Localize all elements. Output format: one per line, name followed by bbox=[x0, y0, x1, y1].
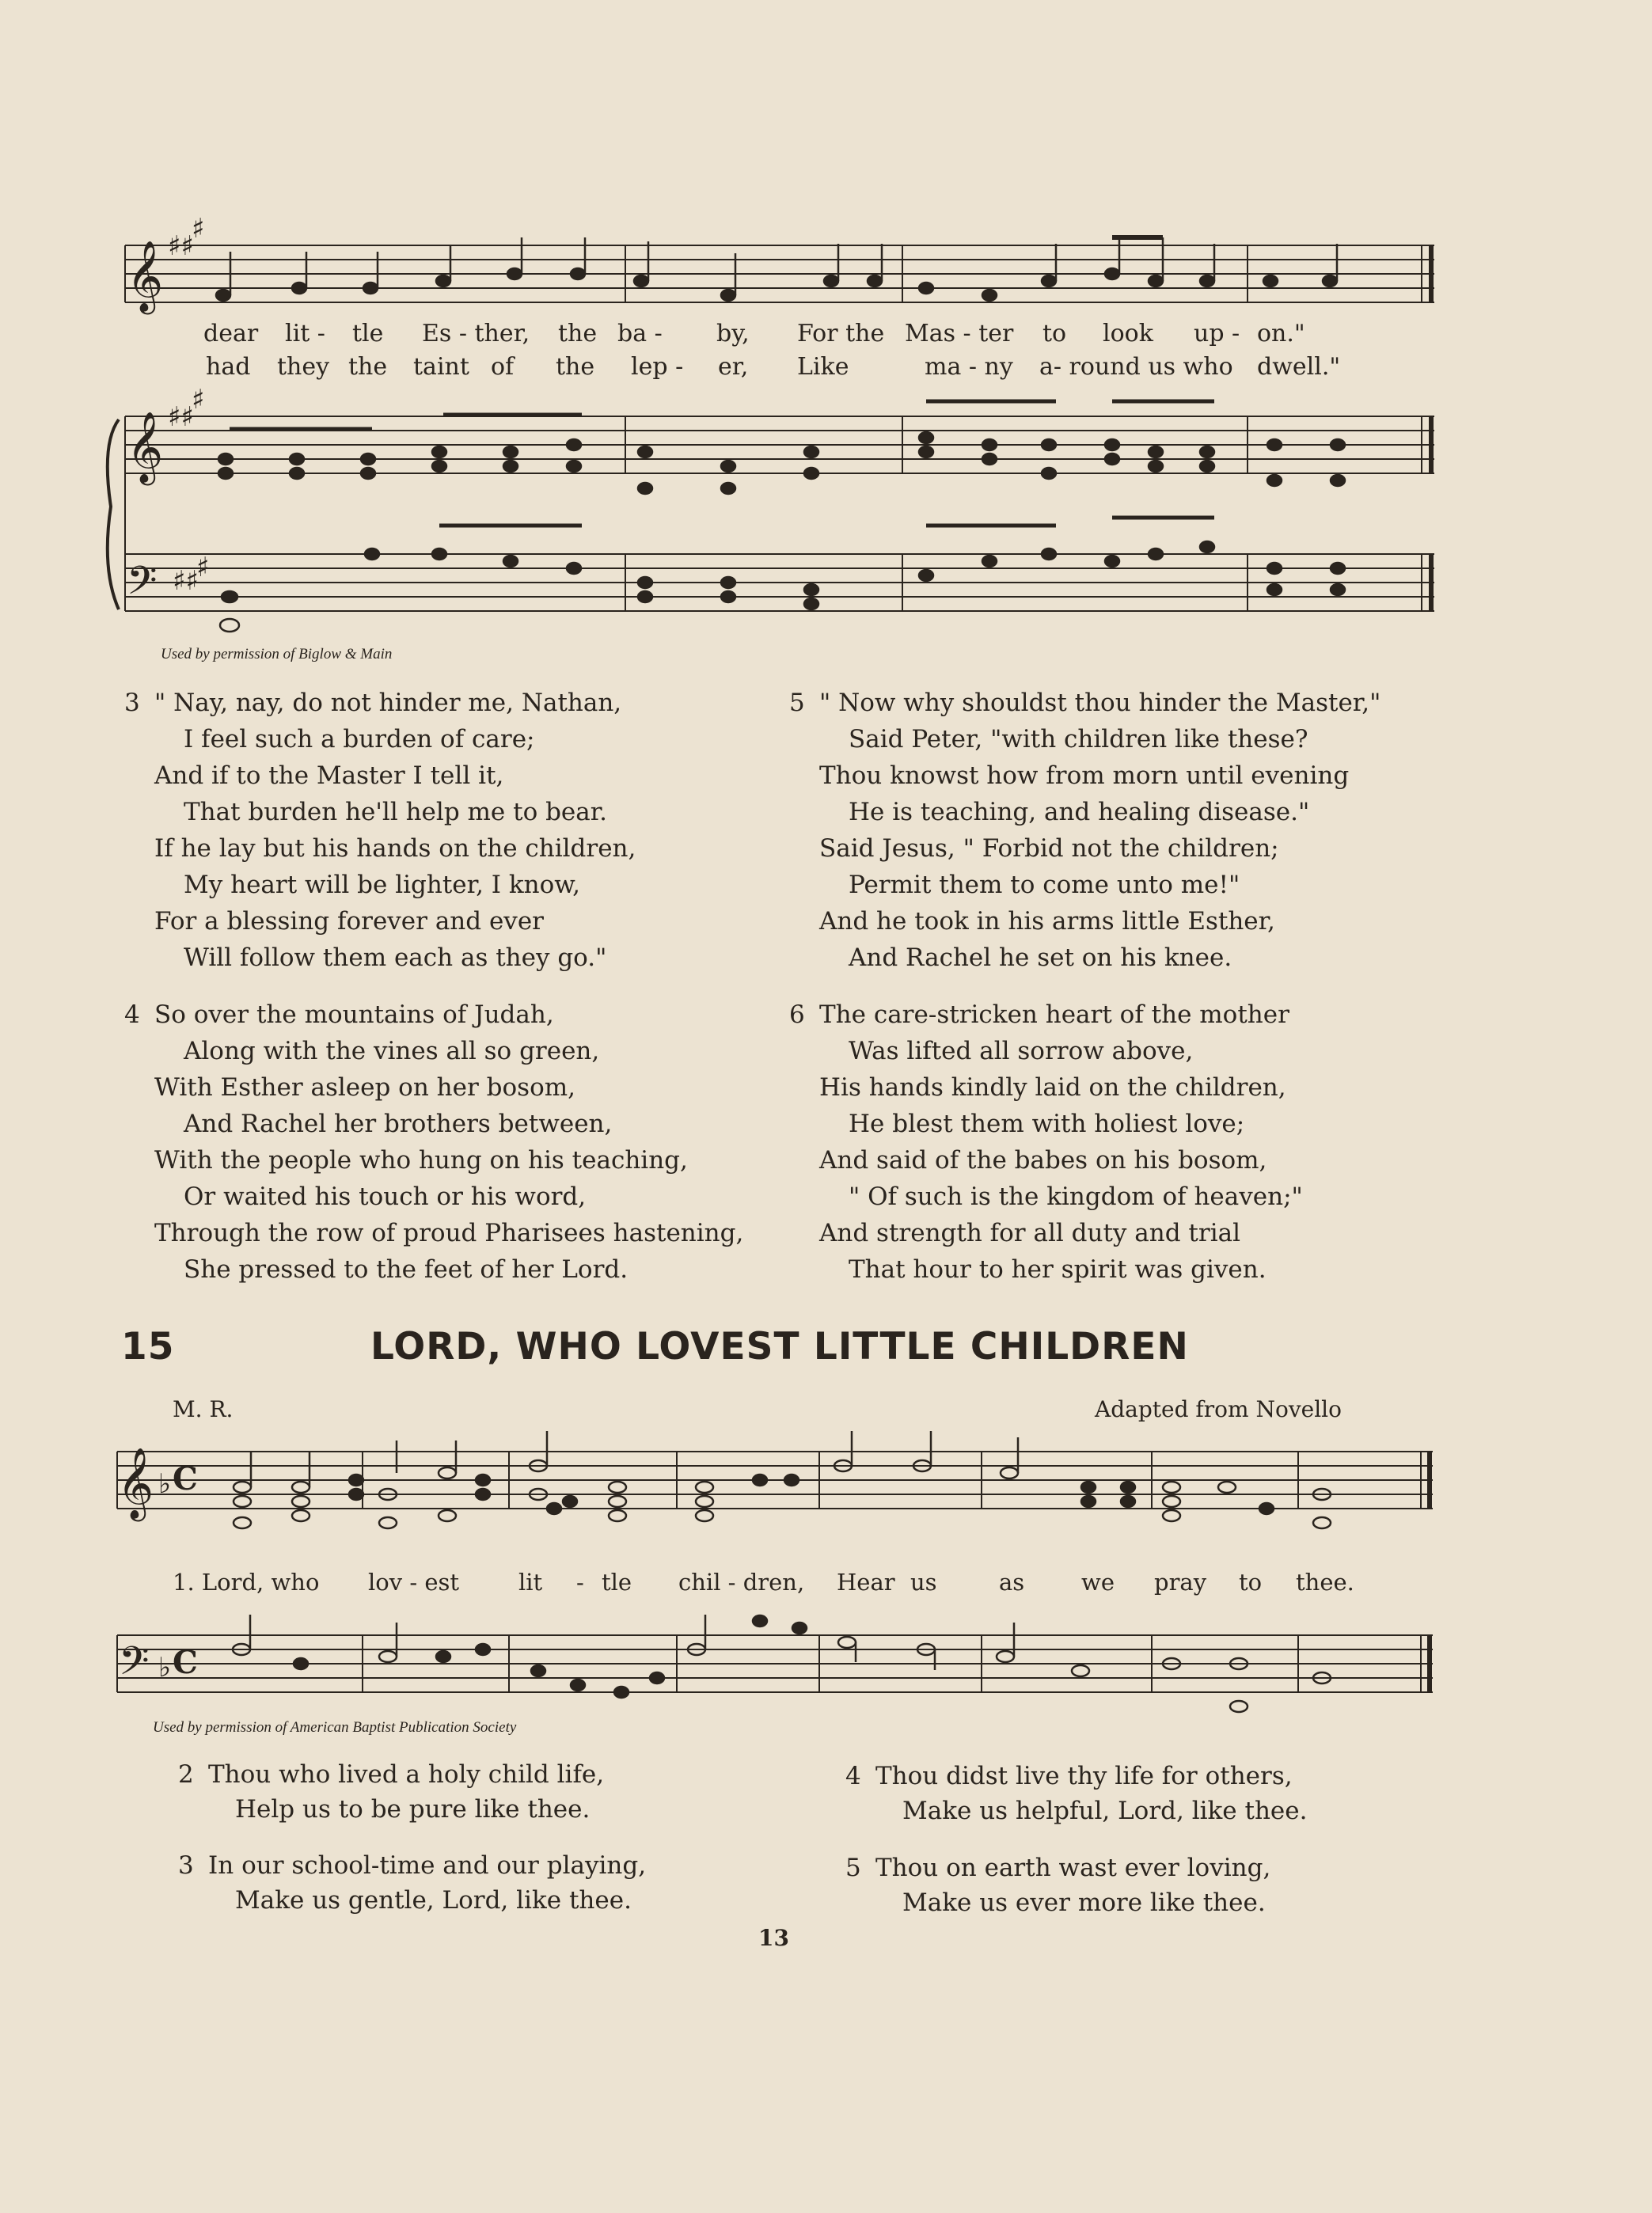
lyric-syllable: Mas - ter bbox=[905, 320, 1014, 347]
lyric-syllable: dwell." bbox=[1257, 353, 1341, 381]
lyric-syllable: they bbox=[277, 353, 330, 381]
lyric-syllable: - bbox=[576, 1569, 584, 1596]
stanza-number: 6 bbox=[789, 1000, 805, 1029]
stanza-line: Help us to be pure like thee. bbox=[235, 1795, 591, 1824]
stanza-line: He is teaching, and healing disease." bbox=[849, 798, 1310, 826]
stanza-line: She pressed to the feet of her Lord. bbox=[184, 1255, 629, 1284]
lyric-syllable: the bbox=[556, 353, 595, 381]
lyric-syllable: er, bbox=[718, 353, 749, 381]
lyric-syllable: ba - bbox=[617, 320, 663, 347]
svg-text:♯: ♯ bbox=[196, 552, 210, 583]
stanza-line: Make us gentle, Lord, like thee. bbox=[235, 1886, 632, 1915]
hymn14-permission: Used by permission of Biglow & Main bbox=[161, 646, 393, 662]
lyric-syllable: tle bbox=[352, 320, 384, 347]
lyric-syllable: Hear bbox=[837, 1569, 895, 1596]
hymn15-permission: Used by permission of American Baptist Publication Society bbox=[153, 1719, 517, 1736]
hymn14-alto-staff bbox=[125, 416, 1434, 473]
svg-text:𝄞: 𝄞 bbox=[127, 241, 164, 312]
stanza-line: And if to the Master I tell it, bbox=[154, 761, 504, 790]
hymn14-bass-notes bbox=[220, 518, 1345, 632]
page-number: 13 bbox=[758, 1925, 789, 1951]
stanza-line: He blest them with holiest love; bbox=[849, 1110, 1245, 1138]
lyric-syllable: had bbox=[206, 353, 251, 381]
stanza-number: 5 bbox=[845, 1854, 861, 1882]
lyric-syllable: look bbox=[1103, 320, 1153, 347]
stanza-line: That burden he'll help me to bear. bbox=[184, 798, 608, 826]
hymn15-bass-staff bbox=[117, 1635, 1433, 1692]
svg-text:𝄞: 𝄞 bbox=[117, 1448, 154, 1519]
stanza-line: " Of such is the kingdom of heaven;" bbox=[849, 1182, 1303, 1211]
stanza-line: Make us ever more like thee. bbox=[902, 1888, 1266, 1917]
svg-text:♭: ♭ bbox=[158, 1468, 172, 1500]
svg-text:♯♯: ♯♯ bbox=[173, 565, 199, 597]
svg-text:𝄞: 𝄞 bbox=[127, 412, 164, 483]
stanza-number: 2 bbox=[178, 1760, 194, 1789]
stanza-number: 3 bbox=[124, 689, 140, 717]
svg-text:𝄢: 𝄢 bbox=[119, 1638, 150, 1694]
stanza-line: Said Jesus, " Forbid not the children; bbox=[819, 834, 1279, 863]
svg-text:C: C bbox=[173, 1644, 198, 1681]
stanza-line: For a blessing forever and ever bbox=[154, 907, 544, 936]
stanza-line: Or waited his touch or his word, bbox=[184, 1182, 587, 1211]
lyric-syllable: we bbox=[1081, 1569, 1115, 1596]
stanza-number: 5 bbox=[789, 689, 805, 717]
lyric-syllable: up - bbox=[1194, 320, 1240, 347]
hymn14-stanza-6 bbox=[789, 996, 1303, 1288]
lyric-syllable: dear bbox=[203, 320, 259, 347]
stanza-number: 4 bbox=[845, 1762, 861, 1790]
lyric-syllable: For the bbox=[797, 320, 885, 347]
hymn14-alto-notes bbox=[218, 401, 1345, 494]
stanza-line: In our school-time and our playing, bbox=[208, 1851, 647, 1880]
lyric-syllable: 1. Lord, who bbox=[173, 1569, 320, 1596]
lyric-syllable: to bbox=[1042, 320, 1067, 347]
lyric-syllable: chil - dren, bbox=[678, 1569, 805, 1596]
lyric-syllable: tle bbox=[602, 1569, 632, 1596]
lyric-syllable: lit - bbox=[285, 320, 325, 347]
stanza-line: Make us helpful, Lord, like thee. bbox=[902, 1797, 1308, 1825]
lyric-syllable: pray bbox=[1154, 1569, 1207, 1596]
hymn15-stanza-3 bbox=[178, 1848, 646, 1918]
stanza-line: The care-stricken heart of the mother bbox=[819, 1000, 1289, 1029]
stanza-line: With the people who hung on his teaching, bbox=[154, 1146, 688, 1175]
stanza-line: Thou on earth wast ever loving, bbox=[875, 1854, 1271, 1882]
stanza-number: 4 bbox=[124, 1000, 140, 1029]
lyric-syllable: thee. bbox=[1296, 1569, 1354, 1596]
stanza-line: If he lay but his hands on the children, bbox=[154, 834, 636, 863]
stanza-line: His hands kindly laid on the children, bbox=[819, 1073, 1286, 1102]
lyric-syllable: by, bbox=[716, 320, 750, 347]
stanza-line: That hour to her spirit was given. bbox=[849, 1255, 1267, 1284]
lyric-syllable: lep - bbox=[631, 353, 684, 381]
stanza-line: Thou knowst how from morn until evening bbox=[819, 761, 1350, 790]
stanza-line: My heart will be lighter, I know, bbox=[184, 871, 580, 899]
stanza-line: Thou didst live thy life for others, bbox=[875, 1762, 1293, 1790]
stanza-line: Along with the vines all so green, bbox=[184, 1037, 600, 1065]
stanza-line: Through the row of proud Pharisees hastening, bbox=[154, 1219, 744, 1247]
hymn15-stanza-5 bbox=[845, 1850, 1270, 1920]
stanza-line: And strength for all duty and trial bbox=[819, 1219, 1241, 1247]
hymn14-melody-notes bbox=[216, 237, 1337, 301]
stanza-line: " Nay, nay, do not hinder me, Nathan, bbox=[154, 689, 622, 717]
hymn14-stanza-3 bbox=[124, 685, 636, 976]
svg-text:C: C bbox=[173, 1460, 198, 1497]
lyric-syllable: a- round us who bbox=[1039, 353, 1233, 381]
lyric-syllable: on." bbox=[1257, 320, 1305, 347]
lyric-syllable: as bbox=[999, 1569, 1025, 1596]
hymn15-author: M. R. bbox=[173, 1396, 234, 1422]
stanza-line: Permit them to come unto me!" bbox=[849, 871, 1240, 899]
svg-text:♯: ♯ bbox=[192, 213, 205, 245]
hymn14-stanza-4 bbox=[124, 996, 743, 1288]
stanza-line: " Now why shouldst thou hinder the Master," bbox=[819, 689, 1381, 717]
stanza-line: And said of the babes on his bosom, bbox=[819, 1146, 1267, 1175]
lyric-syllable: lov - est bbox=[368, 1569, 460, 1596]
stanza-line: With Esther asleep on her bosom, bbox=[154, 1073, 575, 1102]
hymn15-composer: Adapted from Novello bbox=[1095, 1396, 1342, 1422]
stanza-line: Was lifted all sorrow above, bbox=[849, 1037, 1194, 1065]
stanza-line: Thou who lived a holy child life, bbox=[208, 1760, 605, 1789]
hymn14-melody-staff bbox=[125, 245, 1434, 302]
lyric-syllable: of bbox=[491, 353, 515, 381]
lyric-syllable: Like bbox=[797, 353, 849, 381]
stanza-line: And Rachel he set on his knee. bbox=[849, 943, 1232, 972]
stanza-line: And Rachel her brothers between, bbox=[184, 1110, 613, 1138]
hymn14-score bbox=[0, 0, 1652, 633]
hymn15-title: LORD, WHO LOVEST LITTLE CHILDREN bbox=[370, 1325, 1189, 1368]
stanza-line: I feel such a burden of care; bbox=[184, 725, 535, 753]
hymn15-treble-staff bbox=[117, 1452, 1433, 1509]
hymn15-number: 15 bbox=[121, 1325, 175, 1368]
hymn15-stanza-4 bbox=[845, 1759, 1307, 1828]
hymn15-stanza-2 bbox=[178, 1757, 604, 1827]
lyric-syllable: Es - ther, bbox=[422, 320, 530, 347]
lyric-syllable: ma - ny bbox=[925, 353, 1013, 381]
lyric-syllable: lit bbox=[518, 1569, 543, 1596]
svg-text:♭: ♭ bbox=[158, 1652, 172, 1683]
svg-text:𝄢: 𝄢 bbox=[127, 558, 158, 613]
stanza-line: And he took in his arms little Esther, bbox=[819, 907, 1275, 936]
svg-text:♯: ♯ bbox=[192, 384, 205, 416]
lyric-syllable: to bbox=[1239, 1569, 1263, 1596]
lyric-syllable: the bbox=[348, 353, 388, 381]
lyric-syllable: taint bbox=[413, 353, 469, 381]
svg-text:♯♯: ♯♯ bbox=[168, 230, 194, 262]
stanza-number: 3 bbox=[178, 1851, 194, 1880]
lyric-syllable: the bbox=[558, 320, 598, 347]
stanza-line: So over the mountains of Judah, bbox=[154, 1000, 554, 1029]
stanza-line: Will follow them each as they go." bbox=[184, 943, 607, 972]
svg-text:♯♯: ♯♯ bbox=[168, 401, 194, 433]
hymn14-stanza-5 bbox=[789, 685, 1380, 976]
lyric-syllable: us bbox=[910, 1569, 937, 1596]
stanza-line: Said Peter, "with children like these? bbox=[849, 725, 1308, 753]
